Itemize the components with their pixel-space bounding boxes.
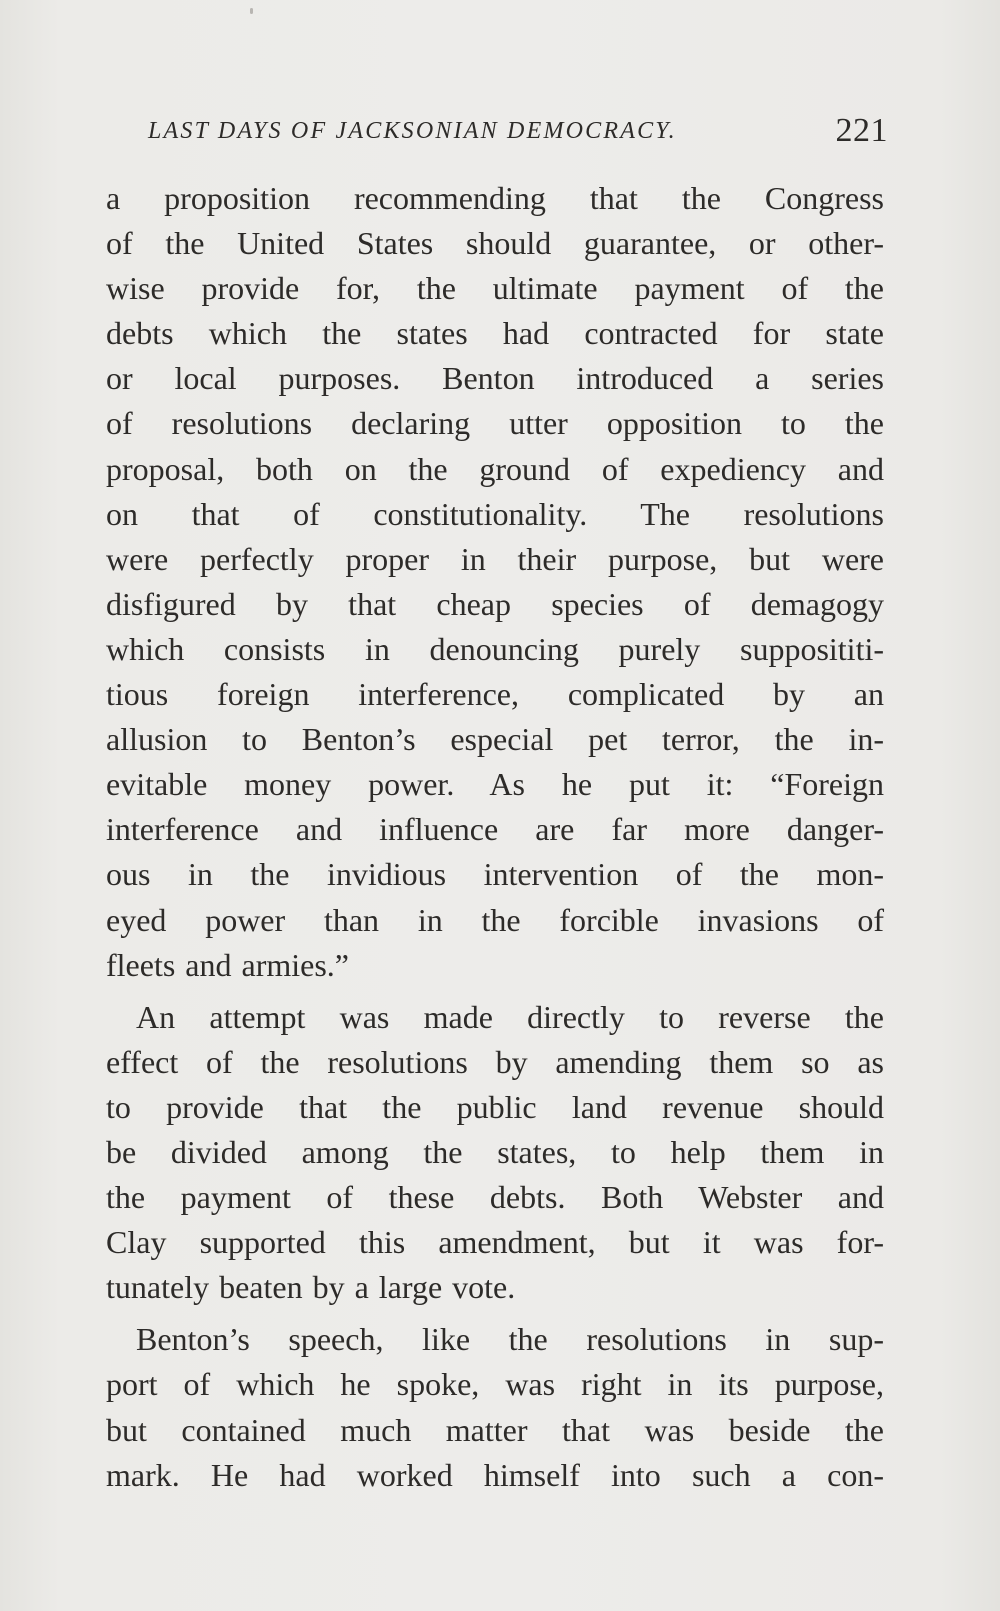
text-line: fleets and armies.” bbox=[106, 946, 349, 983]
text-line: but contained much matter that was beside the bbox=[106, 1411, 884, 1448]
text-line: were perfectly proper in their purpose, but were bbox=[106, 540, 884, 577]
text-line: which consists in denouncing purely supposititi- bbox=[106, 630, 884, 667]
running-title: LAST DAYS OF JACKSONIAN DEMOCRACY. bbox=[148, 118, 677, 144]
text-line: a proposition recommending that the Congress bbox=[106, 180, 884, 216]
paragraph-1 bbox=[106, 176, 884, 988]
paragraph-2 bbox=[106, 995, 884, 1311]
text-line: on that of constitutionality. The resolutions bbox=[106, 495, 884, 532]
text-line: tious foreign interference, complicated by an bbox=[106, 676, 884, 713]
paper-speck bbox=[250, 8, 253, 14]
text-line: to provide that the public land revenue should bbox=[106, 1088, 884, 1125]
text-line: or local purposes. Benton introduced a series bbox=[106, 360, 884, 397]
text-line: of the United States should guarantee, or other- bbox=[106, 225, 884, 262]
text-line: proposal, both on the ground of expediency and bbox=[106, 450, 884, 487]
text-line: debts which the states had contracted for state bbox=[106, 315, 884, 352]
text-line: eyed power than in the forcible invasions of bbox=[106, 901, 884, 938]
text-line: Benton’s speech, like the resolutions in sup- bbox=[136, 1321, 884, 1358]
text-line: tunately beaten by a large vote. bbox=[106, 1269, 516, 1306]
paragraph-3 bbox=[106, 1317, 884, 1497]
text-line: port of which he spoke, was right in its purpose, bbox=[106, 1366, 884, 1403]
text-line: evitable money power. As he put it: “Foreign bbox=[106, 766, 884, 803]
text-line: mark. He had worked himself into such a con- bbox=[106, 1456, 884, 1493]
text-line: allusion to Benton’s especial pet terror, the in- bbox=[106, 721, 884, 758]
text-line: interference and influence are far more danger- bbox=[106, 811, 884, 848]
text-line: An attempt was made directly to reverse the bbox=[136, 998, 884, 1035]
text-line: be divided among the states, to help them in bbox=[106, 1133, 884, 1170]
text-line: disfigured by that cheap species of demagogy bbox=[106, 585, 884, 622]
running-header bbox=[148, 112, 888, 160]
text-line: Clay supported this amendment, but it was for- bbox=[106, 1224, 884, 1261]
text-line: ous in the invidious intervention of the mon- bbox=[106, 856, 884, 893]
text-line: wise provide for, the ultimate payment of the bbox=[106, 270, 884, 307]
body-text bbox=[106, 176, 884, 1498]
text-line: of resolutions declaring utter opposition to the bbox=[106, 405, 884, 442]
text-line: effect of the resolutions by amending them so as bbox=[106, 1043, 884, 1080]
text-line: the payment of these debts. Both Webster and bbox=[106, 1179, 884, 1216]
page-number: 221 bbox=[835, 112, 888, 149]
